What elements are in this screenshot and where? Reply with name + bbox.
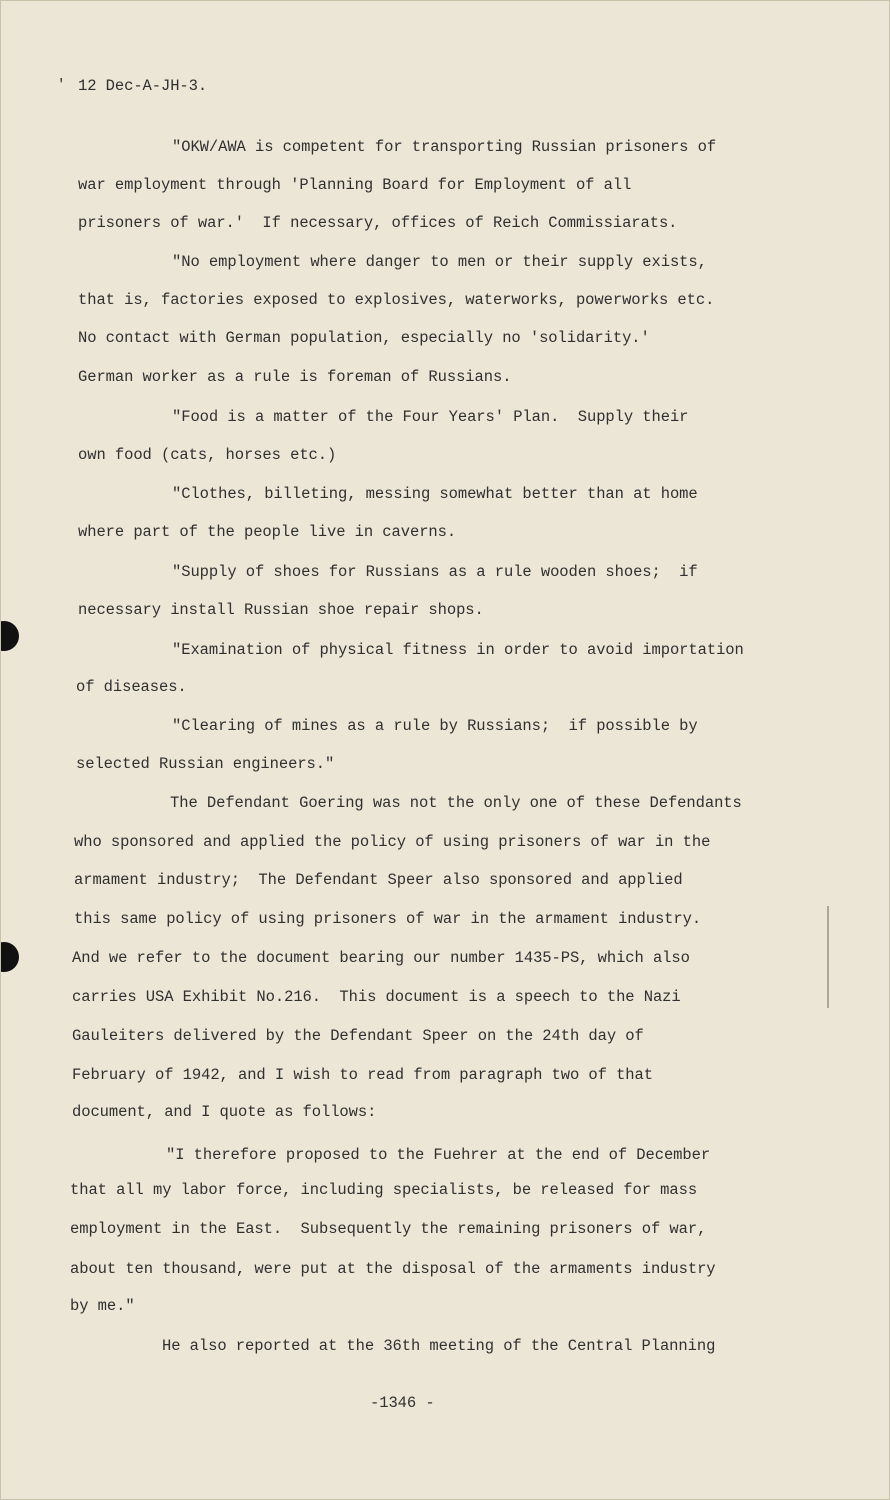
text-line: employment in the East. Subsequently the remaining prisoners of war, — [70, 1220, 707, 1238]
text-line: And we refer to the document bearing our number 1435-PS, which also — [72, 949, 690, 967]
text-line: prisoners of war.' If necessary, offices of Reich Commissiarats. — [78, 214, 678, 232]
text-line: necessary install Russian shoe repair shops. — [78, 601, 484, 619]
text-line: February of 1942, and I wish to read from paragraph two of that — [72, 1066, 653, 1084]
text-line: by me." — [70, 1297, 135, 1315]
text-line: "OKW/AWA is competent for transporting Russian prisoners of — [172, 138, 717, 156]
text-line: own food (cats, horses etc.) — [78, 446, 337, 464]
text-line: that all my labor force, including specialists, be released for mass — [70, 1181, 698, 1199]
text-line: The Defendant Goering was not the only one of these Defendants — [170, 794, 742, 812]
text-line: this same policy of using prisoners of war in the armament industry. — [74, 910, 702, 928]
text-line: selected Russian engineers." — [76, 755, 335, 773]
text-line: No contact with German population, especially no 'solidarity.' — [78, 329, 650, 347]
text-line: German worker as a rule is foreman of Russians. — [78, 368, 512, 386]
text-line: "I therefore proposed to the Fuehrer at the end of December — [166, 1146, 711, 1164]
text-line: Gauleiters delivered by the Defendant Speer on the 24th day of — [72, 1027, 644, 1045]
text-line: "Clothes, billeting, messing somewhat better than at home — [172, 485, 698, 503]
text-line: He also reported at the 36th meeting of the Central Planning — [162, 1337, 716, 1355]
text-line: of diseases. — [76, 678, 187, 696]
text-line: that is, factories exposed to explosives, waterworks, powerworks etc. — [78, 291, 715, 309]
page-number: -1346 - — [370, 1394, 435, 1412]
text-line: document, and I quote as follows: — [72, 1103, 377, 1121]
text-line: "No employment where danger to men or their supply exists, — [172, 253, 707, 271]
text-line: "Supply of shoes for Russians as a rule wooden shoes; if — [172, 563, 698, 581]
document-header: 12 Dec-A-JH-3. — [78, 77, 208, 95]
text-line: about ten thousand, were put at the disposal of the armaments industry — [70, 1260, 716, 1278]
text-line: war employment through 'Planning Board for Employment of all — [78, 176, 632, 194]
margin-mark: ' — [57, 77, 66, 93]
text-line: armament industry; The Defendant Speer also sponsored and applied — [74, 871, 683, 889]
text-line: "Food is a matter of the Four Years' Plan. Supply their — [172, 408, 689, 426]
text-line: carries USA Exhibit No.216. This document is a speech to the Nazi — [72, 988, 681, 1006]
text-line: who sponsored and applied the policy of using prisoners of war in the — [74, 833, 711, 851]
text-line: "Examination of physical fitness in order to avoid importation — [172, 641, 744, 659]
text-line: "Clearing of mines as a rule by Russians; if possible by — [172, 717, 698, 735]
text-line: where part of the people live in caverns. — [78, 523, 457, 541]
